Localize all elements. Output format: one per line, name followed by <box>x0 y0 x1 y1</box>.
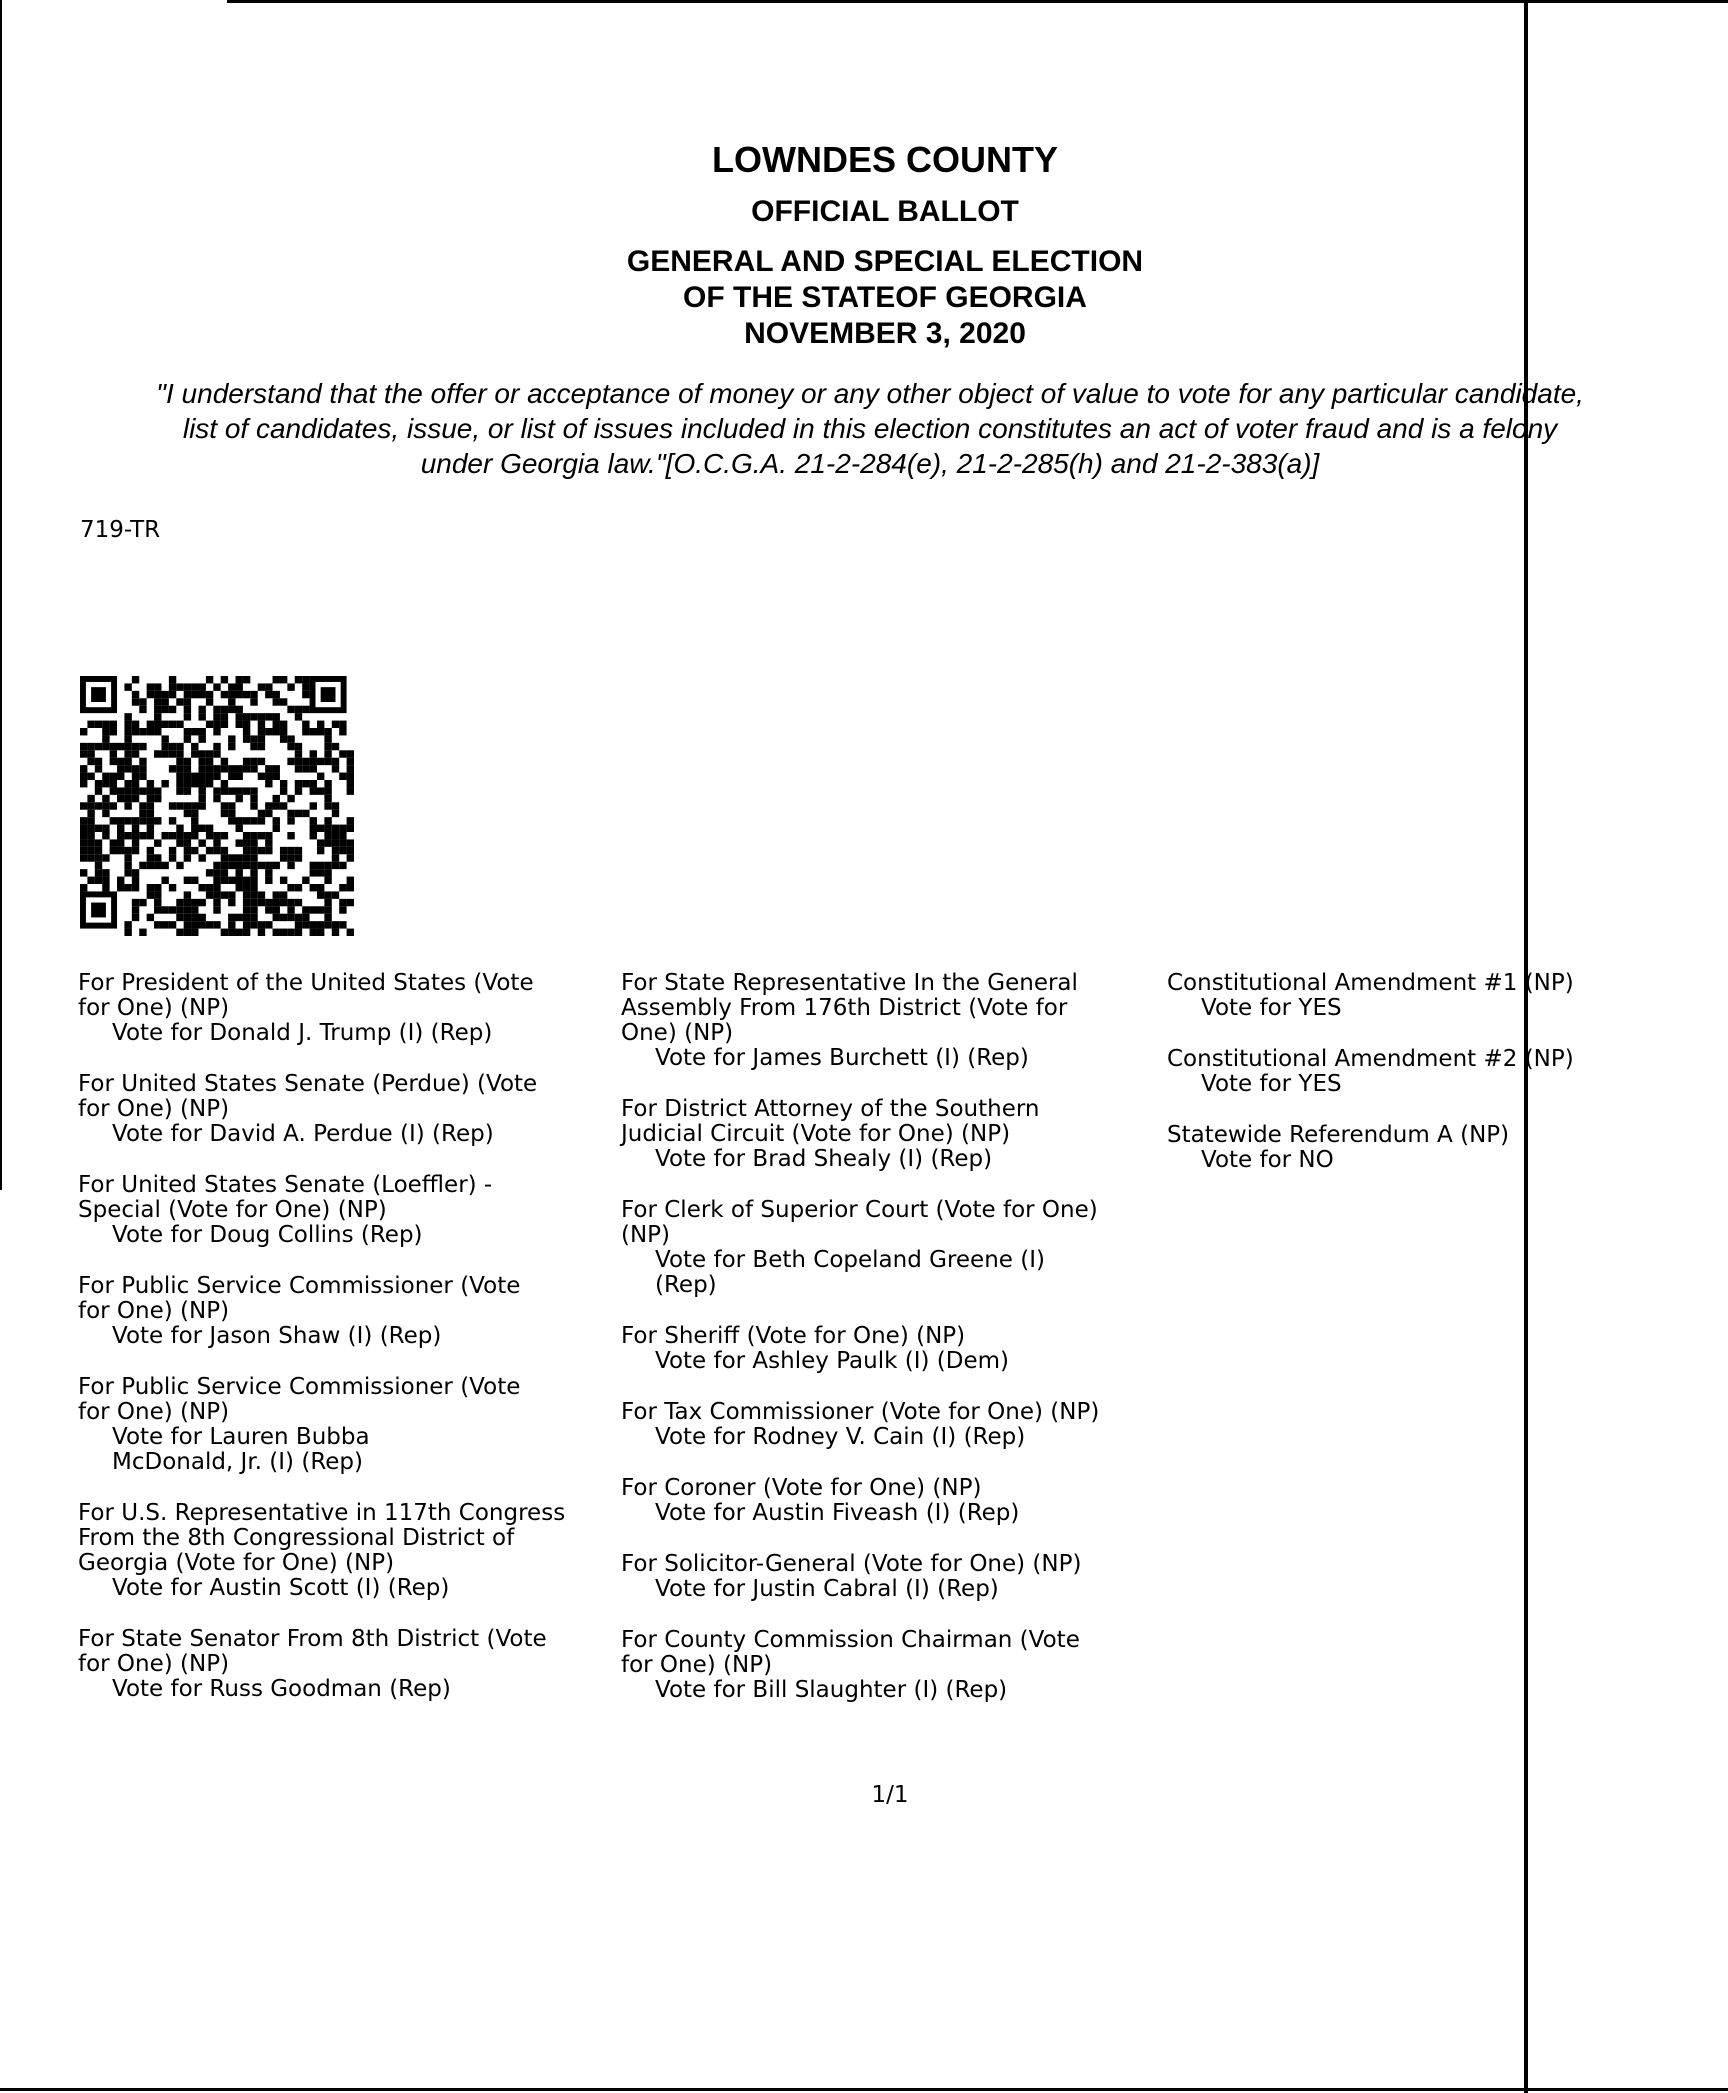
contest-title: For Public Service Commissioner (Vote for One) (NP) <box>78 1374 521 1425</box>
contest-selection: Vote for Austin Scott (I) (Rep) <box>112 1575 450 1601</box>
contest-selection: Vote for Doug Collins (Rep) <box>112 1222 423 1248</box>
contest-title: For Clerk of Superior Court (Vote for One) (NP) <box>621 1197 1098 1248</box>
contest-selection: Vote for Justin Cabral (I) (Rep) <box>655 1576 999 1602</box>
page-edge-bottom <box>0 2088 1728 2091</box>
contest-selection: Vote for Brad Shealy (I) (Rep) <box>655 1146 993 1172</box>
contest-item <box>78 1072 618 1147</box>
notice-line-3: under Georgia law."[O.C.G.A. 21-2-284(e), 21-2-285(h) and 21-2-383(a)] <box>420 448 1320 479</box>
contest-item <box>78 1173 618 1248</box>
contest-item <box>78 971 618 1046</box>
contest-title: For Solicitor-General (Vote for One) (NP) <box>621 1551 1082 1577</box>
contest-item <box>621 1400 1161 1450</box>
ballot-style-code: 719-TR <box>80 517 161 543</box>
contest-item <box>78 1375 618 1475</box>
contest-title: For Coroner (Vote for One) (NP) <box>621 1475 982 1501</box>
contest-column-1 <box>78 971 618 1728</box>
election-title <box>0 244 1728 352</box>
contest-selection: Vote for Ashley Paulk (I) (Dem) <box>655 1348 1009 1374</box>
election-line-1: GENERAL AND SPECIAL ELECTION <box>626 245 1144 278</box>
contest-selection: Vote for Rodney V. Cain (I) (Rep) <box>655 1424 1026 1450</box>
notice-line-1: "I understand that the offer or acceptance of money or any other object of value to vote for any particular candidate, <box>156 378 1584 409</box>
contest-title: For Sheriff (Vote for One) (NP) <box>621 1323 966 1349</box>
contest-title: For State Senator From 8th District (Vote for One) (NP) <box>78 1626 547 1677</box>
contest-selection: Vote for Beth Copeland Greene (I) (Rep) <box>655 1247 1045 1298</box>
contest-column-3 <box>1167 971 1587 1199</box>
contest-selection: Vote for Lauren Bubba McDonald, Jr. (I) (Rep) <box>112 1424 370 1475</box>
contest-item <box>78 1274 618 1349</box>
contest-title: For Public Service Commissioner (Vote for One) (NP) <box>78 1273 521 1324</box>
contest-item <box>1167 1047 1587 1097</box>
county-title: LOWNDES COUNTY <box>712 139 1058 180</box>
contest-title: For Tax Commissioner (Vote for One) (NP) <box>621 1399 1100 1425</box>
contest-selection: Vote for NO <box>1201 1147 1334 1173</box>
contest-selection: Vote for YES <box>1201 995 1342 1021</box>
contest-item <box>78 1501 618 1601</box>
ballot-title: OFFICIAL BALLOT <box>751 195 1019 228</box>
contest-item <box>621 1198 1161 1298</box>
contest-item <box>1167 1123 1587 1173</box>
page-number: 1/1 <box>871 1782 909 1808</box>
contest-title: Constitutional Amendment #2 (NP) <box>1167 1046 1574 1072</box>
contest-title: For United States Senate (Perdue) (Vote for One) (NP) <box>78 1071 538 1122</box>
contest-selection: Vote for Donald J. Trump (I) (Rep) <box>112 1020 493 1046</box>
notice-line-2: list of candidates, issue, or list of issues included in this election constitutes an act of voter fraud and is a felony <box>182 413 1558 444</box>
contest-title: For District Attorney of the Southern Judicial Circuit (Vote for One) (NP) <box>621 1096 1040 1147</box>
contest-title: For State Representative In the General Assembly From 176th District (Vote for One) (NP) <box>621 970 1078 1046</box>
page-edge-top <box>227 0 1728 3</box>
contest-title: For County Commission Chairman (Vote for One) (NP) <box>621 1627 1080 1678</box>
contest-item <box>621 971 1161 1071</box>
contest-title: For United States Senate (Loeffler) - Special (Vote for One) (NP) <box>78 1172 493 1223</box>
election-line-2: OF THE STATEOF GEORGIA <box>683 281 1087 314</box>
contest-item <box>621 1552 1161 1602</box>
contest-selection: Vote for Bill Slaughter (I) (Rep) <box>655 1677 1008 1703</box>
contest-item <box>621 1476 1161 1526</box>
contest-item <box>1167 971 1587 1021</box>
contest-selection: Vote for Jason Shaw (I) (Rep) <box>112 1323 442 1349</box>
contest-item <box>78 1627 618 1702</box>
contest-selection: Vote for David A. Perdue (I) (Rep) <box>112 1121 494 1147</box>
contest-item <box>621 1097 1161 1172</box>
ballot-header <box>0 138 1728 352</box>
contest-selection: Vote for Russ Goodman (Rep) <box>112 1676 451 1702</box>
voter-fraud-notice <box>60 376 1680 481</box>
contest-title: For U.S. Representative in 117th Congress From the 8th Congressional District of Georgia (Vote for One) (NP) <box>78 1500 566 1576</box>
contest-item <box>621 1324 1161 1374</box>
contest-selection: Vote for Austin Fiveash (I) (Rep) <box>655 1500 1020 1526</box>
qr-code-icon <box>80 676 354 936</box>
contest-title: For President of the United States (Vote for One) (NP) <box>78 970 534 1021</box>
contest-title: Statewide Referendum A (NP) <box>1167 1122 1510 1148</box>
contest-selection: Vote for James Burchett (I) (Rep) <box>655 1045 1029 1071</box>
contest-column-2 <box>621 971 1161 1729</box>
contest-item <box>621 1628 1161 1703</box>
contest-title: Constitutional Amendment #1 (NP) <box>1167 970 1574 996</box>
election-date: NOVEMBER 3, 2020 <box>744 317 1026 350</box>
contest-selection: Vote for YES <box>1201 1071 1342 1097</box>
